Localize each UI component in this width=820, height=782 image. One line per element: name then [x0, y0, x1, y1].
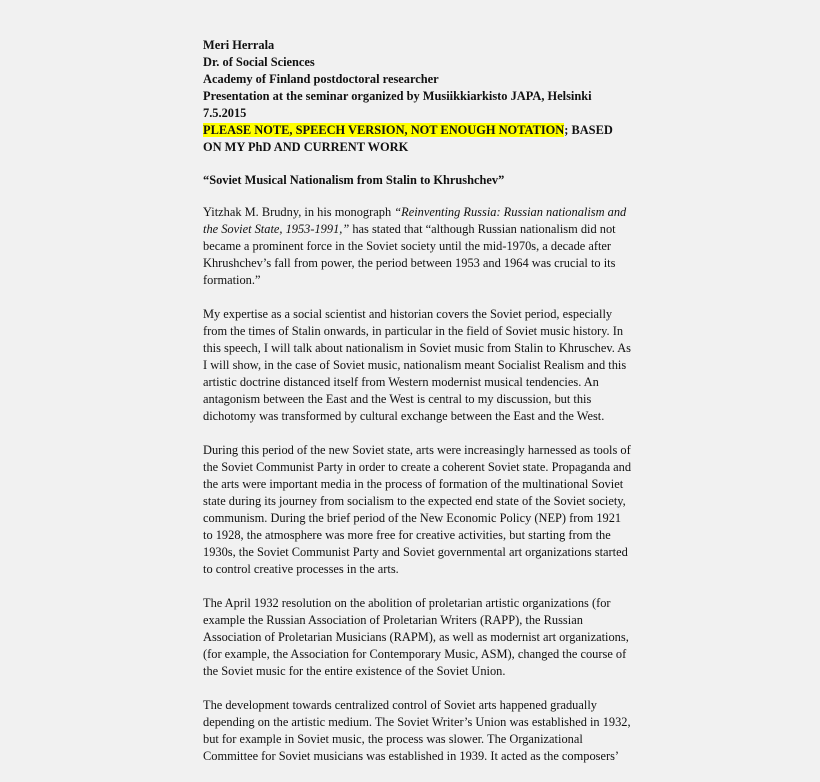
paragraph-2-line: antagonism between the East and the West is central to my discussion, but this [203, 392, 592, 406]
paragraph-4-line: The April 1932 resolution on the abolition of proletarian artistic organizations (for [203, 596, 611, 610]
speech-note-rest: ; BASED [564, 123, 613, 137]
paragraph-1-line: Khrushchev’s fall from power, the period between 1953 and 1964 was crucial to its [203, 256, 616, 270]
paragraph-3-line: 1930s, the Soviet Communist Party and Soviet governmental art organizations started [203, 545, 628, 559]
paragraph-3-line: the Soviet Communist Party in order to create a coherent Soviet state. Propaganda and [203, 460, 632, 474]
paragraph-4-line: example the Russian Association of Proletarian Writers (RAPP), the Russian [203, 613, 583, 627]
paragraph-4-line: (for example, the Association for Contemporary Music, ASM), changed the course of [203, 647, 627, 661]
book-title-part-1: “Reinventing Russia: Russian nationalism and [394, 205, 627, 219]
paragraph-2 [203, 306, 631, 425]
document-body [203, 37, 632, 782]
presentation-info: Presentation at the seminar organized by Musiikkiarkisto JAPA, Helsinki [203, 89, 592, 103]
author-position: Academy of Finland postdoctoral researcher [203, 72, 439, 86]
paragraph-2-line: this speech, I will talk about nationalism in Soviet music from Stalin to Khruschev. As [203, 341, 631, 355]
paragraph-3-line: to 1928, the atmosphere was more free for creative activities, but starting from the [203, 528, 611, 542]
paragraph-2-line: from the times of Stalin onwards, in particular in the field of Soviet music history. In [203, 324, 624, 338]
paragraph-4 [203, 595, 629, 680]
book-title-part-2: the Soviet State, 1953-1991,” [203, 222, 350, 236]
paragraph-1 [203, 204, 627, 289]
paragraph-2-line: My expertise as a social scientist and historian covers the Soviet period, especially [203, 307, 613, 321]
presentation-date: 7.5.2015 [203, 106, 247, 120]
author-degree: Dr. of Social Sciences [203, 55, 315, 69]
paragraph-5-line: The development towards centralized control of Soviet arts happened gradually [203, 698, 597, 712]
paragraph-3-line: to control creative processes in the arts. [203, 562, 399, 576]
author-name: Meri Herrala [203, 38, 275, 52]
paragraph-3 [203, 442, 632, 578]
paragraph-2-line: dichotomy was transformed by cultural exchange between the East and the West. [203, 409, 605, 423]
paragraph-2-line: artistic doctrine distanced itself from Western modernist musical tendencies. An [203, 375, 599, 389]
paragraph-5-line: depending on the artistic medium. The Soviet Writer’s Union was established in 1932, [203, 715, 631, 729]
paragraph-3-line: communism. During the brief period of the New Economic Policy (NEP) from 1921 [203, 511, 622, 525]
paragraph-3-line: During this period of the new Soviet state, arts were increasingly harnessed as tools of [203, 443, 631, 457]
paragraph-1-line: became a prominent force in the Soviet society until the mid-1970s, a decade after [203, 239, 612, 253]
text-run: has stated that “although Russian nationalism did not [349, 222, 616, 236]
speech-note-line2: ON MY PhD AND CURRENT WORK [203, 140, 409, 154]
paragraph-1-line: formation.” [203, 273, 261, 287]
paragraph-1-line [203, 221, 623, 238]
paragraph-5-line: but for example in Soviet music, the process was slower. The Organizational [203, 732, 583, 746]
paragraph-3-line: the arts were important media in the process of formation of the multinational Soviet [203, 477, 624, 491]
paragraph-4-line: the Soviet music for the entire existence of the Soviet Union. [203, 664, 506, 678]
text-run: Yitzhak M. Brudny, in his monograph [203, 205, 395, 219]
speech-title: “Soviet Musical Nationalism from Stalin to Khrushchev” [203, 173, 505, 187]
speech-note [203, 122, 623, 139]
paragraph-1-line [203, 204, 627, 221]
paragraph-3-line: state during its journey from socialism to the expected end state of the Soviet society, [203, 494, 626, 508]
paragraph-5-line: Committee for Soviet musicians was established in 1939. It acted as the composers’ [203, 749, 620, 763]
paragraph-2-line: I will show, in the case of Soviet music, nationalism meant Socialist Realism and this [203, 358, 627, 372]
paragraph-4-line: Association of Proletarian Musicians (RAPM), as well as modernist art organizations, [203, 630, 629, 644]
speech-note-highlight: PLEASE NOTE, SPEECH VERSION, NOT ENOUGH NOTATION [203, 123, 565, 137]
paragraph-5 [203, 697, 631, 765]
